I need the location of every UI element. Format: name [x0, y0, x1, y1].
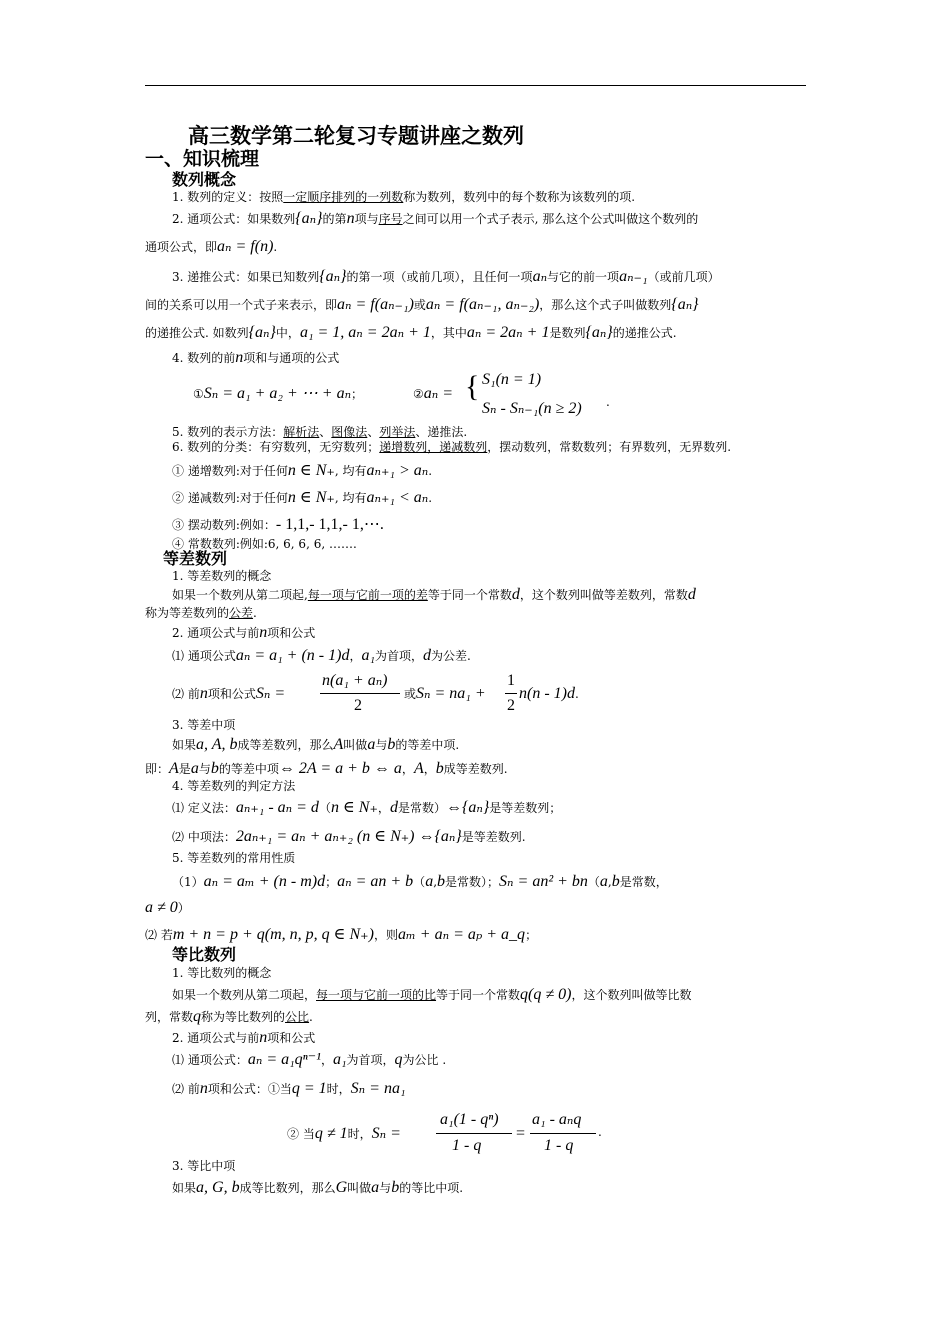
heading-sequence-concept: 数列概念: [172, 170, 237, 189]
geom-sum-case-2: ② 当q ≠ 1时，Sₙ =: [287, 1125, 401, 1142]
geom-definition: 如果一个数列从第二项起，每一项与它前一项的比等于同一个常数q(q ≠ 0)，这个数列叫做等比数: [172, 986, 692, 1003]
fraction-denominator: 1 - q: [452, 1137, 482, 1154]
fraction-bar: [436, 1133, 512, 1134]
recursive-line-2: 间的关系可以用一个式子来表示，即aₙ = f(aₙ₋₁)或aₙ = f(aₙ₋₁, aₙ₋₂)，那么这个式子叫做数列{aₙ}: [145, 296, 699, 313]
left-brace: {: [465, 370, 480, 403]
sum-formula-2: ②aₙ =: [413, 385, 454, 402]
fraction-bar: [320, 693, 400, 694]
heading-geometric: 等比数列: [172, 945, 237, 964]
piecewise-case-1: S₁(n = 1): [482, 371, 542, 388]
arith-mean-def: 如果a, A, b成等差数列，那么A叫做a与b的等差中项.: [172, 736, 460, 753]
definition-line: 1. 数列的定义：按照一定顺序排列的一列数称为数列，数列中的每个数称为该数列的项.: [172, 190, 636, 204]
constant-sequence: ④ 常数数列:例如:6, 6, 6, 6, …….: [172, 537, 357, 551]
arith-definition: 如果一个数列从第二项起,每一项与它前一项的差等于同一个常数d，这个数列叫做等差数列，常数d: [172, 586, 696, 603]
representation-methods: 5. 数列的表示方法：解析法、图像法、列举法、递推法.: [172, 425, 468, 439]
arith-mean-equiv: 即：A是a与b的等差中项⇔ 2A = a + b ⇔ a，A，b成等差数列.: [145, 760, 508, 777]
fraction-denominator: 2: [354, 697, 362, 714]
classification: 6. 数列的分类：有穷数列，无穷数列；递增数列，递减数列，摆动数列，常数数列；有界数列，无界数列.: [172, 440, 732, 454]
fraction-bar: [505, 693, 517, 694]
sum-formula-1: ①Sₙ = a₁ + a₂ + ⋯ + aₙ；: [193, 385, 364, 402]
piecewise-case-2: Sₙ - Sₙ₋₁(n ≥ 2): [482, 400, 582, 417]
arith-property-1: （1）aₙ = aₘ + (n - m)d；aₙ = an + b（a,b是常数）；Sₙ = an² + bn（a,b是常数，: [172, 873, 668, 890]
underlined-term: 一定顺序排列的一列数: [283, 190, 404, 204]
arith-definition-test: ⑴ 定义法：aₙ₊₁ - aₙ = d（n ∈ N₊，d是常数）⇔{aₙ}是等差数列；: [172, 799, 562, 816]
heading-arithmetic: 等差数列: [163, 549, 228, 568]
arith-property-2: ⑵ 若m + n = p + q(m, n, p, q ∈ N₊)，则aₘ + aₙ = aₚ + a_q；: [145, 926, 538, 943]
geom-sum-case-1: ⑵ 前n项和公式：①当q = 1时，Sₙ = na₁: [172, 1080, 406, 1097]
fraction-numerator: a₁(1 - qⁿ): [440, 1111, 499, 1128]
page-title: 高三数学第二轮复习专题讲座之数列: [188, 124, 524, 148]
recursive-line-3: 的递推公式. 如数列{aₙ}中，a₁ = 1, aₙ = 2aₙ + 1，其中aₙ = 2aₙ + 1是数列{aₙ}的递推公式.: [145, 324, 677, 341]
section-heading-knowledge: 一、知识梳理: [145, 148, 260, 170]
geom-mean-def: 如果a, G, b成等比数列，那么G叫做a与b的等比中项.: [172, 1179, 464, 1196]
increasing-sequence: ① 递增数列:对于任何n ∈ N₊, 均有aₙ₊₁ > aₙ.: [172, 462, 433, 479]
fraction-numerator: n(a₁ + aₙ): [322, 672, 388, 689]
general-term-formula: 通项公式，即aₙ = f(n).: [145, 238, 278, 255]
oscillating-sequence: ③ 摆动数列:例如：- 1,1,- 1,1,- 1,⋯.: [172, 516, 384, 533]
geom-general-term: ⑴ 通项公式：aₙ = a₁qⁿ⁻¹，a₁为首项，q为公比 .: [172, 1051, 447, 1068]
arith-sum-formula: ⑵ 前n项和公式Sₙ =: [172, 685, 286, 702]
general-term-line: 2. 通项公式：如果数列{aₙ}的第n项与序号之间可以用一个式子表示, 那么这个公式叫做这个数列的: [172, 210, 699, 227]
arith-mean-test: ⑵ 中项法：2aₙ₊₁ = aₙ + aₙ₊₂ (n ∈ N₊) ⇔{aₙ}是等差数列.: [172, 828, 526, 845]
fraction-bar: [530, 1133, 596, 1134]
arith-general-term: ⑴ 通项公式aₙ = a₁ + (n - 1)d，a₁为首项，d为公差.: [172, 647, 471, 664]
decreasing-sequence: ② 递减数列:对于任何n ∈ N₊, 均有aₙ₊₁ < aₙ.: [172, 489, 433, 506]
header-rule: [145, 85, 806, 86]
recursive-line-1: 3. 递推公式：如果已知数列{aₙ}的第一项（或前几项），且任何一项aₙ与它的前一项aₙ₋₁（或前几项）: [172, 268, 720, 285]
sum-formula-heading: 4. 数列的前n项和与通项的公式: [172, 349, 340, 366]
